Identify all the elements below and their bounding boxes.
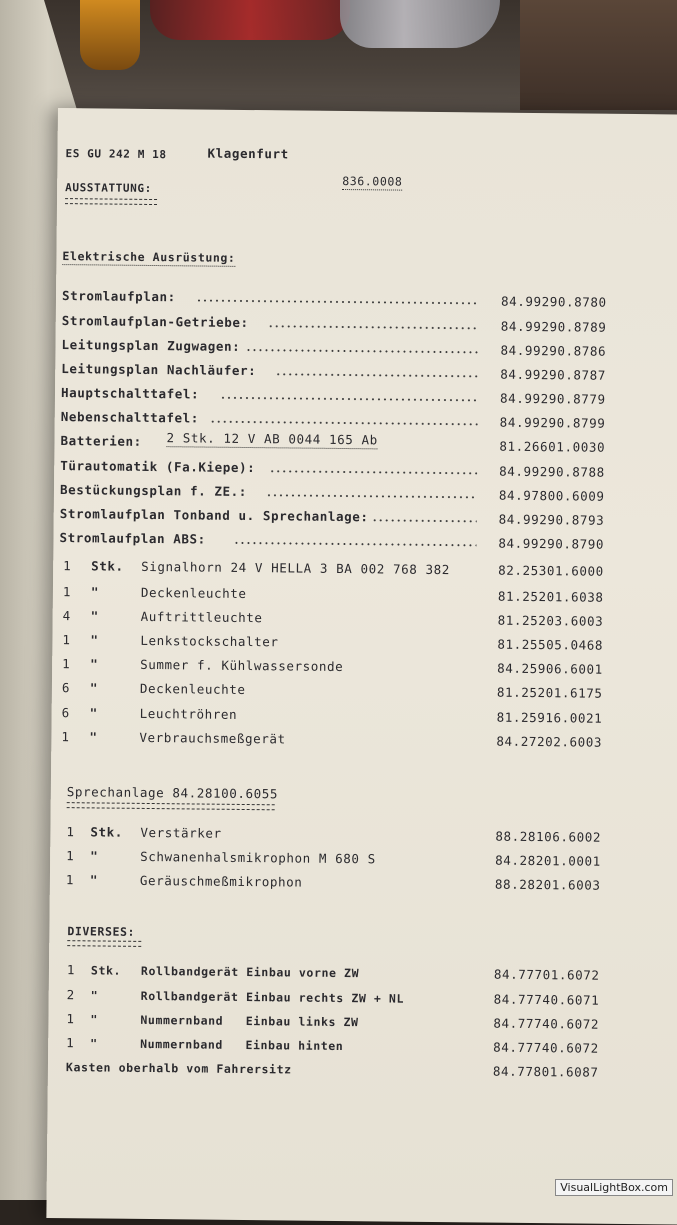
part-qty: 1 [66,848,75,864]
part-unit: " [90,632,99,648]
part-qty: 1 [65,872,75,888]
background-object [80,0,140,70]
part-value: 84.77701.6072 [493,966,600,983]
section-heading-elektrik: Elektrische Ausrüstung: [62,249,236,265]
item-value: 81.26601.0030 [499,438,606,455]
part-unit: " [89,705,98,721]
item-value: 84.99290.8789 [500,318,607,335]
item-value: 84.97800.6009 [498,487,605,504]
part-desc: Geräuschmeßmikrophon [139,872,303,890]
part-unit: Stk. [90,963,122,978]
part-qty: 1 [66,824,75,840]
part-qty: 6 [61,680,71,696]
part-unit: " [89,729,98,745]
item-label: Stromlaufplan-Getriebe: [61,313,249,331]
item-value: 84.99290.8793 [498,511,605,528]
item-value: 84.99290.8786 [500,342,607,359]
item-label: Stromlaufplan ABS: [59,530,206,547]
part-qty: 1 [62,584,72,600]
part-qty: 1 [63,558,72,574]
item-label: Türautomatik (Fa.Kiepe): [60,458,256,476]
item-value: 84.99290.8788 [499,463,605,480]
part-qty: 1 [62,632,71,648]
part-value: 82.25301.6000 [498,562,604,579]
section-heading-diverses: DIVERSES: [67,924,136,939]
doc-city: Klagenfurt [207,145,289,162]
leader-dots [266,494,477,498]
part-unit: " [90,988,99,1003]
part-desc: Verstärker [140,824,222,841]
background-shelf [520,0,677,110]
item-label: Leitungsplan Nachläufer: [61,361,257,379]
part-unit: " [89,872,99,888]
part-desc: Deckenleuchte [140,584,247,602]
part-unit: " [90,584,100,600]
double-underline [67,940,141,947]
footer-value: 84.77801.6087 [492,1063,599,1080]
part-desc: Rollbandgerät Einbau rechts ZW + NL [140,988,405,1006]
part-qty: 6 [61,705,70,721]
footer-desc: Kasten oberhalb vom Fahrersitz [65,1060,292,1077]
part-desc: Lenkstockschalter [140,632,279,650]
document-page [46,108,677,1225]
part-qty: 1 [61,729,70,745]
part-desc: Verbrauchsmeßgerät [139,729,286,747]
part-value: 81.25201.6038 [497,588,604,605]
item-label: Bestückungsplan f. ZE.: [59,482,247,499]
doc-number: 836.0008 [342,173,403,189]
leader-dots [268,325,479,329]
part-value: 81.25916.0021 [496,709,603,726]
item-value: 84.99290.8790 [498,535,605,552]
part-qty: 1 [62,656,71,672]
item-label: Batterien: [60,433,142,449]
part-unit: " [90,848,99,864]
doc-code: ES GU 242 M 18 [65,147,167,162]
part-value: 84.27202.6003 [496,733,603,750]
item-label: Stromlaufplan Tonband u. Sprechanlage: [59,506,369,525]
leader-dots [275,373,478,377]
double-underline [67,802,275,810]
background-object [340,0,500,48]
part-value: 88.28201.6003 [494,876,601,893]
section-heading-sprechanlage: Sprechanlage 84.28100.6055 [66,784,279,802]
part-unit: Stk. [91,558,124,574]
watermark: VisualLightBox.com [555,1179,673,1196]
part-value: 88.28106.6002 [495,828,602,845]
part-qty: 1 [66,1035,75,1051]
part-unit: " [90,656,99,672]
part-unit: " [90,1036,98,1051]
item-label: Nebenschalttafel: [60,409,199,426]
part-unit: " [90,608,99,624]
part-desc: Deckenleuchte [139,680,246,697]
part-desc: Nummernband Einbau links ZW [140,1012,359,1030]
part-desc: Nummernband Einbau hinten [140,1036,344,1054]
part-value: 84.77740.6072 [493,1015,600,1032]
part-desc: Rollbandgerät Einbau vorne ZW [140,963,360,981]
part-qty: 2 [66,987,75,1003]
leader-dots [245,349,478,353]
part-value: 84.28201.0001 [495,852,601,869]
item-label: Hauptschalttafel: [60,385,200,402]
part-desc: Summer f. Kühlwassersonde [140,656,344,675]
section-title: AUSSTATTUNG: [65,181,152,195]
part-qty: 1 [66,1011,75,1027]
item-label: Stromlaufplan: [61,288,176,305]
leader-dots [372,519,477,522]
part-qty: 4 [62,608,71,624]
part-desc: Signalhorn 24 V HELLA 3 BA 002 768 382 [141,558,451,578]
item-value: 84.99290.8779 [499,390,606,407]
item-label: Leitungsplan Zugwagen: [61,337,241,354]
part-value: 84.77740.6071 [493,991,600,1008]
background-object [150,0,350,40]
part-value: 81.25505.0468 [497,636,604,653]
leader-dots [210,421,478,426]
part-value: 81.25201.6175 [496,684,603,701]
leader-dots [220,397,478,402]
item-value: 84.99290.8799 [499,414,606,431]
leader-dots [233,542,476,547]
part-value: 84.77740.6072 [493,1039,599,1056]
part-qty: 1 [66,962,76,978]
leader-dots [196,299,479,304]
item-value: 84.99290.8780 [500,293,607,310]
part-value: 81.25203.6003 [497,612,604,629]
part-desc: Auftrittleuchte [140,608,263,626]
part-unit: Stk. [90,824,124,840]
double-underline [65,198,157,205]
item-note: 2 Stk. 12 V AB 0044 165 Ab [166,430,378,448]
part-value: 84.25906.6001 [497,660,603,677]
part-unit: " [89,680,99,696]
part-unit: " [90,1012,99,1027]
part-desc: Leuchtröhren [139,705,238,722]
part-desc: Schwanenhalsmikrophon M 680 S [140,848,376,867]
item-value: 84.99290.8787 [500,366,606,383]
leader-dots [269,470,477,474]
